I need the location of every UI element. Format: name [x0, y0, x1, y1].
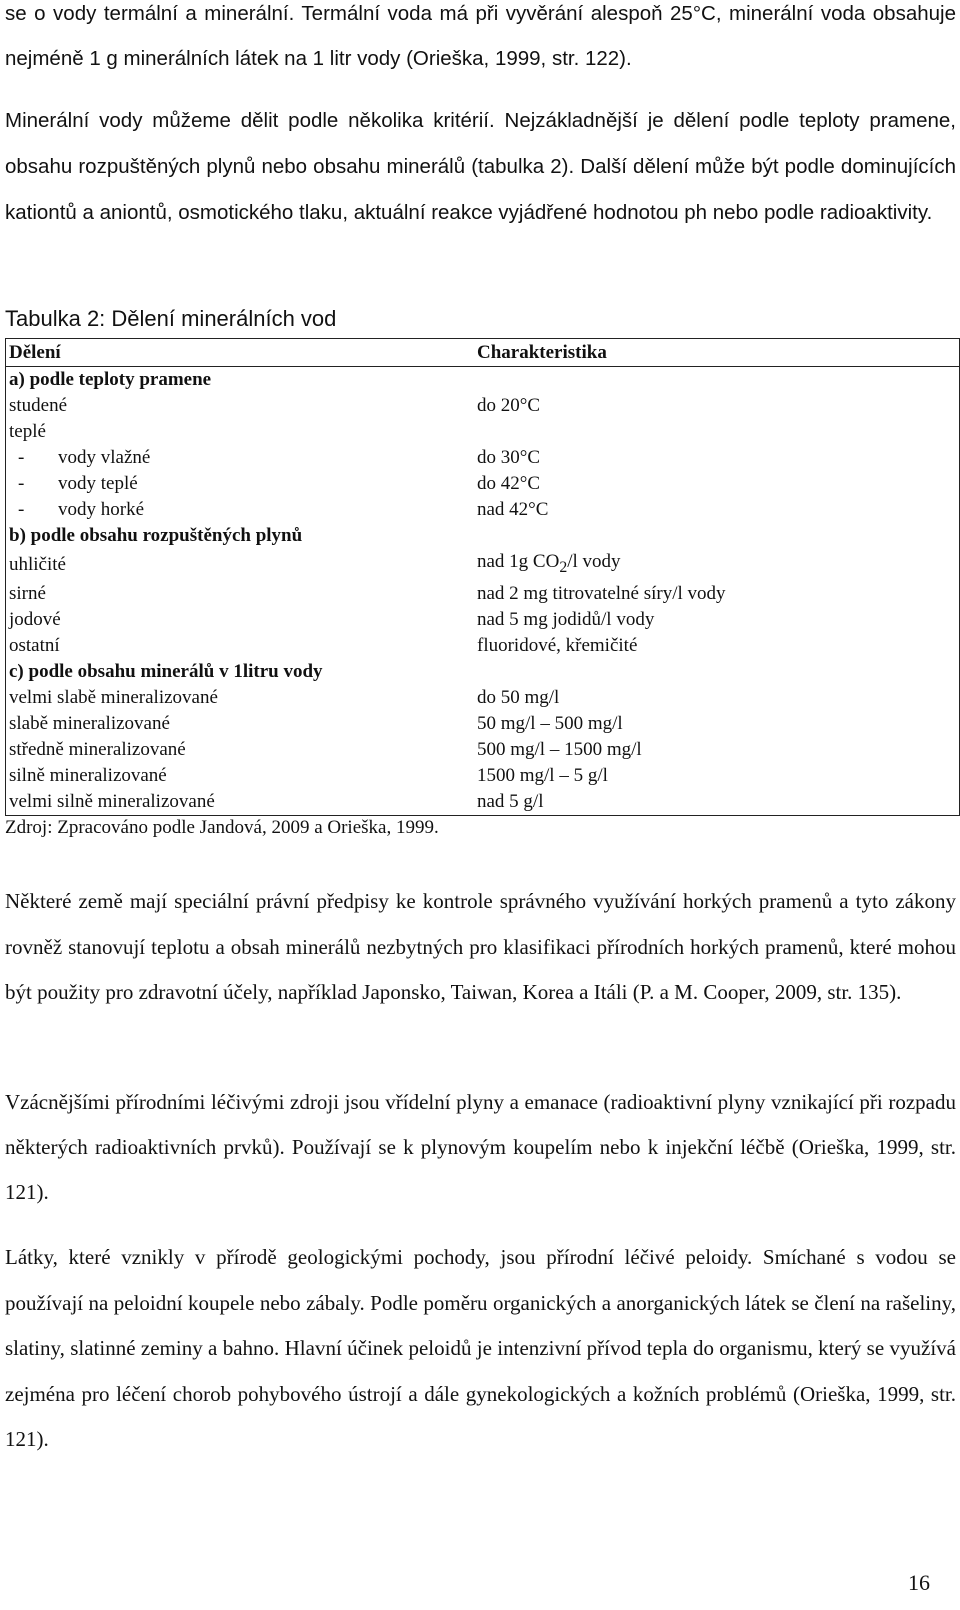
table-row: [6, 763, 960, 789]
table-row: [6, 607, 960, 633]
row-label: ostatní: [9, 634, 60, 656]
page-number: 16: [908, 1570, 930, 1595]
row-label: teplé: [9, 421, 46, 442]
table-row: [6, 633, 960, 659]
intro-paragraph-2: Minerální vody můžeme dělit podle několika kritérií. Nejzákladnější je dělení podle teploty pramene, obsahu rozpuštěných plynů nebo obsahu minerálů (tabulka 2). Další dělení může být podle dominujících kationtů a aniontů, osmotického tlaku, aktuální reakce vyjádřené hodnotou ph nebo podle radioaktivity.: [5, 109, 956, 224]
list-dash: -: [18, 447, 25, 468]
row-value: [474, 523, 960, 549]
table-row: [6, 445, 960, 471]
row-value: do 20°C: [477, 395, 541, 416]
row-value: do 42°C: [477, 473, 541, 494]
value-text: /l vody: [567, 551, 621, 572]
row-value: nad 5 mg jodidů/l vody: [477, 608, 655, 630]
table-row: [6, 523, 960, 549]
row-value: 1500 mg/l – 5 g/l: [477, 764, 608, 786]
header-division: Dělení: [6, 339, 475, 367]
table-row: [6, 393, 960, 419]
body-paragraph-1: Některé země mají speciální právní předpisy ke kontrole správného využívání horkých pramenů a tyto zákony rovněž stanovují teplotu a obsah minerálů nezbytných pro klasifikaci přírodních horkých pramenů, které mohou být použity pro zdravotní účely, například Japonsko, Taiwan, Korea a Itáli (P. a M. Cooper, 2009, str. 135).: [5, 889, 956, 1004]
row-value: fluoridové, křemičité: [477, 634, 638, 656]
row-label: [6, 497, 475, 523]
row-label-text: vody teplé: [58, 473, 138, 494]
row-value: [474, 659, 960, 685]
row-value: do 50 mg/l: [477, 686, 560, 708]
table-row: [6, 789, 960, 816]
value-subscript: 2: [559, 558, 568, 576]
row-value: [474, 419, 960, 445]
table-row: [6, 685, 960, 711]
intro-paragraph-1: se o vody termální a minerální. Termální voda má při vyvěrání alespoň 25°C, minerální voda obsahuje nejméně 1 g minerálních látek na 1 litr vody (Orieška, 1999, str. 122).: [5, 2, 956, 70]
row-label: velmi slabě mineralizované: [9, 686, 218, 708]
table-row: [6, 581, 960, 607]
row-label: slabě mineralizované: [9, 712, 170, 734]
table-row: [6, 659, 960, 685]
row-value: nad 42°C: [477, 499, 549, 520]
row-label: středně mineralizované: [9, 738, 186, 760]
row-value: [474, 549, 960, 581]
row-label: studené: [9, 395, 68, 416]
section-heading: b) podle obsahu rozpuštěných plynů: [9, 525, 303, 546]
value-text: nad 1g CO: [477, 551, 560, 572]
section-heading: c) podle obsahu minerálů v 1litru vody: [9, 660, 323, 682]
row-label: [6, 445, 475, 471]
row-value: 500 mg/l – 1500 mg/l: [477, 738, 642, 760]
row-label: velmi silně mineralizované: [9, 790, 215, 812]
row-label: [6, 471, 475, 497]
row-value: do 30°C: [477, 447, 541, 468]
row-value: [474, 367, 960, 394]
header-characteristics: Charakteristika: [474, 339, 960, 367]
table-row: [6, 549, 960, 581]
table-caption: Tabulka 2: Dělení minerálních vod: [5, 306, 337, 331]
body-paragraph-2: Vzácnějšími přírodními léčivými zdroji jsou vřídelní plyny a emanace (radioaktivní plyny vznikající při rozpadu některých radioaktivních prvků). Používají se k plynovým koupelím nebo k injekční léčbě (Orieška, 1999, str. 121).: [5, 1090, 956, 1204]
row-value: nad 2 mg titrovatelné síry/l vody: [477, 582, 726, 604]
table-header-row: [6, 339, 960, 367]
row-label-text: vody horké: [58, 499, 145, 520]
table-row: [6, 471, 960, 497]
list-dash: -: [18, 499, 25, 520]
body-paragraph-3: Látky, které vznikly v přírodě geologickými pochody, jsou přírodní léčivé peloidy. Smíchané s vodou se používají na peloidní koupele nebo zábaly. Podle poměru organických a anorganických látek se člení na rašeliny, slatiny, slatinné zeminy a bahno. Hlavní účinek peloidů je intenzivní přívod tepla do organismu, který se využívá zejména pro léčení chorob pohybového ústrojí a dále gynekologických a kožních problémů (Orieška, 1999, str. 121).: [5, 1245, 956, 1451]
list-dash: -: [18, 473, 25, 494]
row-value: nad 5 g/l: [477, 790, 544, 812]
section-heading: a) podle teploty pramene: [9, 369, 212, 390]
row-label: uhličité: [9, 553, 66, 575]
table-row: [6, 419, 960, 445]
table-source-note: Zdroj: Zpracováno podle Jandová, 2009 a Orieška, 1999.: [5, 817, 439, 838]
table-row: [6, 737, 960, 763]
row-label: silně mineralizované: [9, 764, 167, 786]
mineral-water-table: [5, 338, 960, 816]
row-label: sirné: [9, 582, 46, 604]
row-label-text: vody vlažné: [58, 447, 151, 468]
row-label: jodové: [9, 608, 61, 630]
table-row: [6, 711, 960, 737]
row-value: 50 mg/l – 500 mg/l: [477, 712, 623, 734]
table-row: [6, 497, 960, 523]
table-row: [6, 367, 960, 394]
